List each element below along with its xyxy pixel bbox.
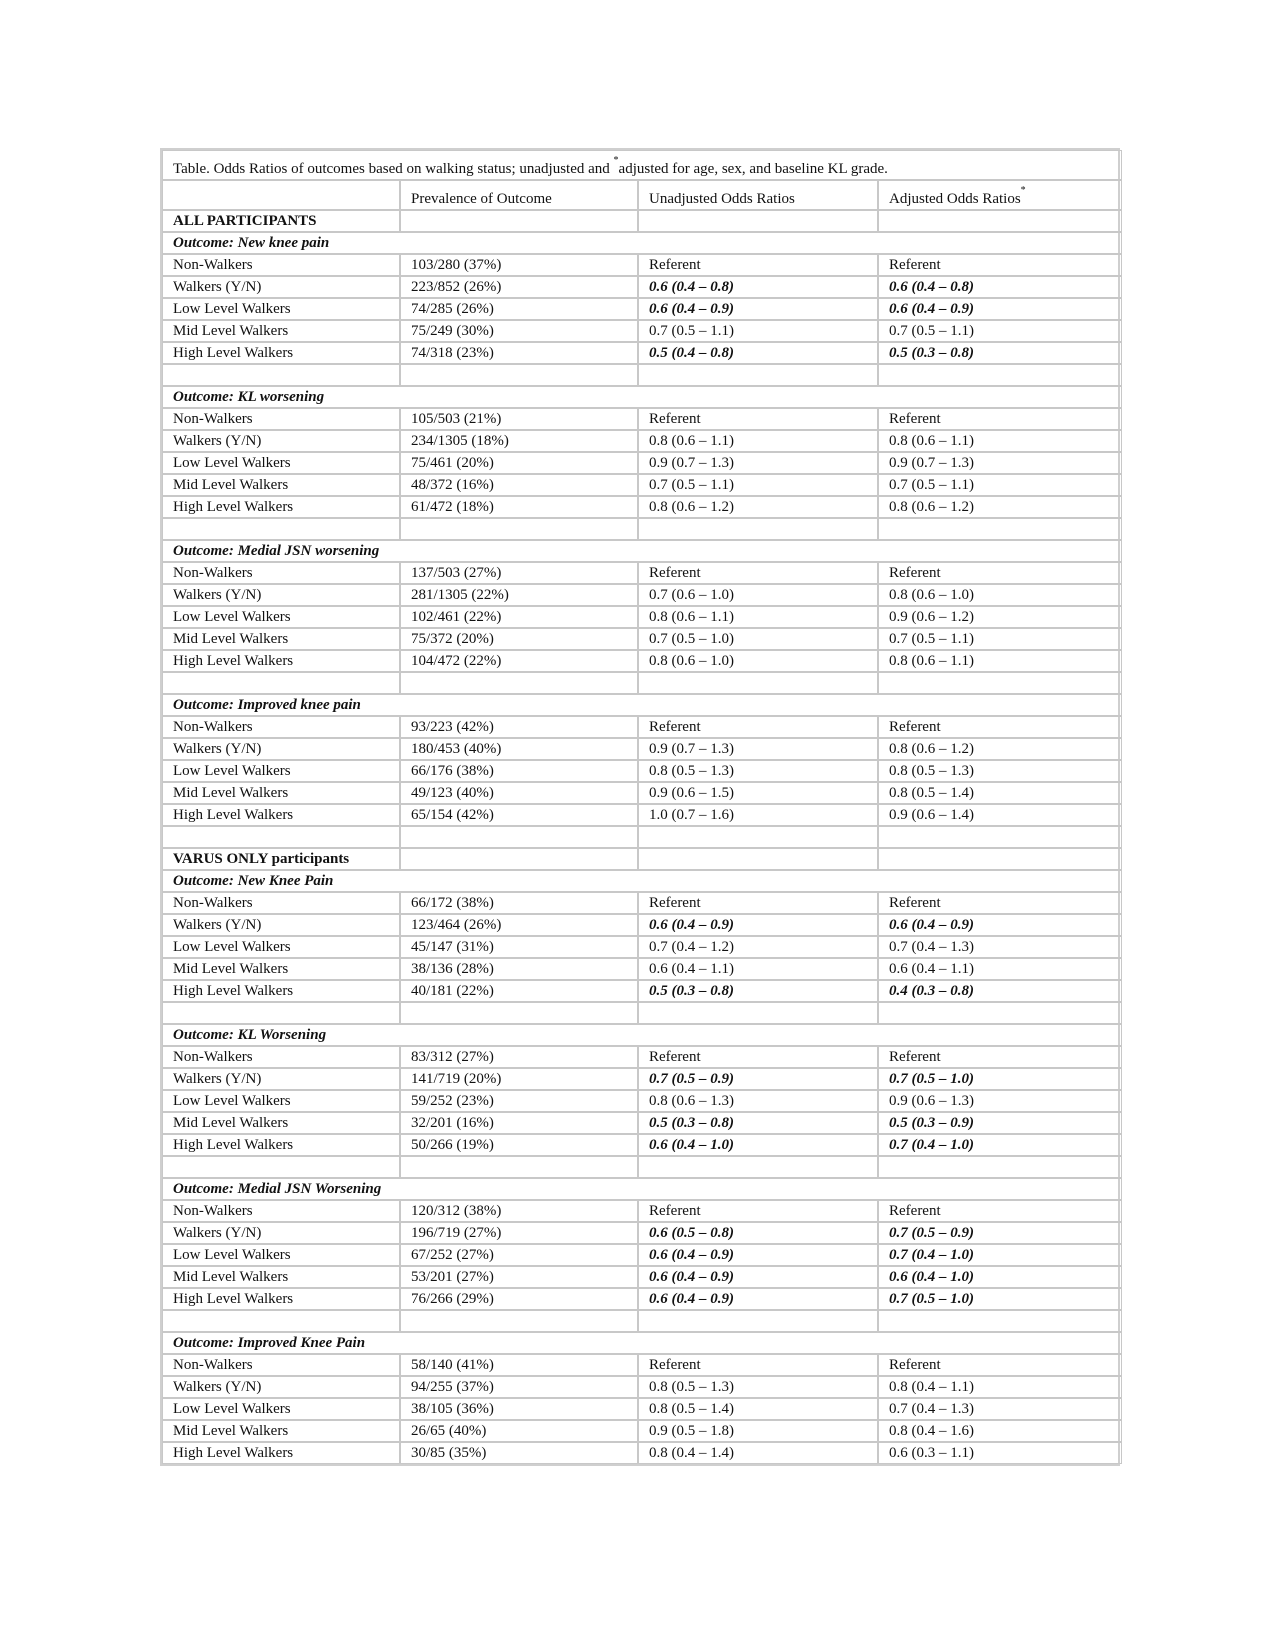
unadjusted-or: 0.8 (0.5 – 1.4) (638, 1398, 878, 1420)
spacer-row (162, 1002, 1122, 1024)
row-label: Walkers (Y/N) (162, 738, 400, 760)
row-label: High Level Walkers (162, 804, 400, 826)
unadjusted-or: Referent (638, 562, 878, 584)
table-row (162, 650, 1122, 672)
empty-cell (878, 210, 1122, 232)
caption-footnote-marker: * (613, 155, 619, 166)
unadjusted-or: 0.8 (0.6 – 1.0) (638, 650, 878, 672)
row-label: Walkers (Y/N) (162, 584, 400, 606)
outcome-row (162, 1332, 1122, 1354)
unadjusted-or: 0.8 (0.5 – 1.3) (638, 760, 878, 782)
adjusted-or: 0.8 (0.4 – 1.6) (878, 1420, 1122, 1442)
unadjusted-or: 0.7 (0.5 – 1.1) (638, 320, 878, 342)
unadjusted-or: 0.7 (0.5 – 0.9) (638, 1068, 878, 1090)
empty-cell (162, 518, 400, 540)
adjusted-or: 0.7 (0.5 – 1.1) (878, 474, 1122, 496)
spacer-row (162, 1156, 1122, 1178)
adjusted-or: 0.7 (0.4 – 1.3) (878, 1398, 1122, 1420)
empty-cell (638, 1002, 878, 1024)
table-row (162, 914, 1122, 936)
header-label-cell (162, 180, 400, 210)
unadjusted-or: 0.8 (0.6 – 1.1) (638, 430, 878, 452)
header-adjusted: Adjusted Odds Ratios (889, 191, 1021, 207)
row-label: Non-Walkers (162, 562, 400, 584)
row-label: Low Level Walkers (162, 936, 400, 958)
outcome-title: Outcome: New Knee Pain (162, 870, 1122, 892)
table-row (162, 738, 1122, 760)
empty-cell (638, 210, 878, 232)
unadjusted-or: 0.6 (0.4 – 0.8) (638, 276, 878, 298)
table-row (162, 430, 1122, 452)
adjusted-or: 0.6 (0.4 – 0.8) (878, 276, 1122, 298)
adjusted-or: 0.8 (0.4 – 1.1) (878, 1376, 1122, 1398)
prevalence-value: 180/453 (40%) (400, 738, 638, 760)
table-body (162, 150, 1122, 1464)
unadjusted-or: 0.9 (0.5 – 1.8) (638, 1420, 878, 1442)
table-row (162, 1090, 1122, 1112)
document-page (160, 148, 1120, 1466)
table-row (162, 1244, 1122, 1266)
prevalence-value: 38/136 (28%) (400, 958, 638, 980)
table-row (162, 1134, 1122, 1156)
table-row (162, 1046, 1122, 1068)
outcome-row (162, 232, 1122, 254)
outcome-row (162, 1024, 1122, 1046)
header-unadjusted: Unadjusted Odds Ratios (638, 180, 878, 210)
table-row (162, 408, 1122, 430)
adjusted-or: Referent (878, 254, 1122, 276)
prevalence-value: 102/461 (22%) (400, 606, 638, 628)
spacer-row (162, 364, 1122, 386)
adjusted-or: 0.5 (0.3 – 0.9) (878, 1112, 1122, 1134)
table-row (162, 298, 1122, 320)
row-label: Non-Walkers (162, 892, 400, 914)
row-label: Low Level Walkers (162, 1398, 400, 1420)
empty-cell (162, 672, 400, 694)
table-row (162, 452, 1122, 474)
row-label: Low Level Walkers (162, 1244, 400, 1266)
table-row (162, 782, 1122, 804)
unadjusted-or: 0.6 (0.4 – 1.0) (638, 1134, 878, 1156)
empty-cell (400, 1310, 638, 1332)
row-label: Low Level Walkers (162, 298, 400, 320)
unadjusted-or: 0.8 (0.6 – 1.2) (638, 496, 878, 518)
adjusted-or: 0.9 (0.7 – 1.3) (878, 452, 1122, 474)
unadjusted-or: 0.7 (0.5 – 1.1) (638, 474, 878, 496)
table-row (162, 1288, 1122, 1310)
adjusted-or: Referent (878, 1046, 1122, 1068)
table-row (162, 716, 1122, 738)
spacer-row (162, 826, 1122, 848)
prevalence-value: 65/154 (42%) (400, 804, 638, 826)
outcome-title: Outcome: Improved knee pain (162, 694, 1122, 716)
spacer-row (162, 672, 1122, 694)
row-label: Walkers (Y/N) (162, 430, 400, 452)
prevalence-value: 93/223 (42%) (400, 716, 638, 738)
header-adjusted-cell (878, 180, 1122, 210)
adjusted-or: 0.7 (0.4 – 1.3) (878, 936, 1122, 958)
adjusted-or: 0.9 (0.6 – 1.3) (878, 1090, 1122, 1112)
table-row (162, 1420, 1122, 1442)
prevalence-value: 75/461 (20%) (400, 452, 638, 474)
unadjusted-or: Referent (638, 408, 878, 430)
unadjusted-or: 0.7 (0.5 – 1.0) (638, 628, 878, 650)
row-label: Low Level Walkers (162, 452, 400, 474)
empty-cell (878, 1002, 1122, 1024)
adjusted-or: Referent (878, 1354, 1122, 1376)
unadjusted-or: 0.5 (0.3 – 0.8) (638, 1112, 878, 1134)
adjusted-or: Referent (878, 716, 1122, 738)
empty-cell (638, 826, 878, 848)
prevalence-value: 105/503 (21%) (400, 408, 638, 430)
empty-cell (638, 848, 878, 870)
prevalence-value: 104/472 (22%) (400, 650, 638, 672)
outcome-title: Outcome: KL worsening (162, 386, 1122, 408)
adjusted-or: 0.8 (0.6 – 1.1) (878, 650, 1122, 672)
prevalence-value: 76/266 (29%) (400, 1288, 638, 1310)
empty-cell (400, 518, 638, 540)
outcome-title: Outcome: Medial JSN worsening (162, 540, 1122, 562)
prevalence-value: 196/719 (27%) (400, 1222, 638, 1244)
row-label: Walkers (Y/N) (162, 276, 400, 298)
table-row (162, 760, 1122, 782)
prevalence-value: 32/201 (16%) (400, 1112, 638, 1134)
table-row (162, 474, 1122, 496)
empty-cell (878, 826, 1122, 848)
empty-cell (638, 364, 878, 386)
empty-cell (638, 1156, 878, 1178)
unadjusted-or: 0.8 (0.5 – 1.3) (638, 1376, 878, 1398)
group-title: VARUS ONLY participants (162, 848, 400, 870)
row-label: Mid Level Walkers (162, 958, 400, 980)
row-label: Non-Walkers (162, 1354, 400, 1376)
adjusted-or: 0.5 (0.3 – 0.8) (878, 342, 1122, 364)
empty-cell (878, 672, 1122, 694)
table-row (162, 1376, 1122, 1398)
table-row (162, 958, 1122, 980)
caption-text-after: adjusted for age, sex, and baseline KL grade. (618, 161, 888, 177)
prevalence-value: 75/249 (30%) (400, 320, 638, 342)
table-row (162, 562, 1122, 584)
header-prevalence: Prevalence of Outcome (400, 180, 638, 210)
prevalence-value: 74/318 (23%) (400, 342, 638, 364)
empty-cell (400, 364, 638, 386)
empty-cell (400, 672, 638, 694)
unadjusted-or: 0.8 (0.4 – 1.4) (638, 1442, 878, 1464)
prevalence-value: 66/176 (38%) (400, 760, 638, 782)
adjusted-or: 0.7 (0.4 – 1.0) (878, 1244, 1122, 1266)
table-row (162, 980, 1122, 1002)
prevalence-value: 49/123 (40%) (400, 782, 638, 804)
adjusted-or: Referent (878, 892, 1122, 914)
adjusted-or: 0.6 (0.4 – 0.9) (878, 298, 1122, 320)
prevalence-value: 94/255 (37%) (400, 1376, 638, 1398)
empty-cell (400, 1002, 638, 1024)
table-header-row (162, 180, 1122, 210)
table-row (162, 1442, 1122, 1464)
adjusted-or: 0.8 (0.5 – 1.3) (878, 760, 1122, 782)
adjusted-or: 0.6 (0.4 – 0.9) (878, 914, 1122, 936)
prevalence-value: 123/464 (26%) (400, 914, 638, 936)
prevalence-value: 74/285 (26%) (400, 298, 638, 320)
table-row (162, 1398, 1122, 1420)
adjusted-or: 0.8 (0.6 – 1.2) (878, 496, 1122, 518)
adjusted-or: 0.7 (0.4 – 1.0) (878, 1134, 1122, 1156)
empty-cell (162, 364, 400, 386)
spacer-row (162, 518, 1122, 540)
prevalence-value: 48/372 (16%) (400, 474, 638, 496)
unadjusted-or: 0.9 (0.7 – 1.3) (638, 738, 878, 760)
prevalence-value: 67/252 (27%) (400, 1244, 638, 1266)
row-label: Non-Walkers (162, 1046, 400, 1068)
table-row (162, 1200, 1122, 1222)
unadjusted-or: Referent (638, 1200, 878, 1222)
empty-cell (400, 1156, 638, 1178)
row-label: High Level Walkers (162, 1442, 400, 1464)
table-row (162, 1266, 1122, 1288)
group-title-row (162, 210, 1122, 232)
unadjusted-or: 1.0 (0.7 – 1.6) (638, 804, 878, 826)
adjusted-or: 0.4 (0.3 – 0.8) (878, 980, 1122, 1002)
table-caption-row (162, 150, 1122, 180)
prevalence-value: 53/201 (27%) (400, 1266, 638, 1288)
row-label: Low Level Walkers (162, 760, 400, 782)
row-label: High Level Walkers (162, 650, 400, 672)
table-row (162, 1112, 1122, 1134)
odds-ratio-table (162, 150, 1122, 1464)
adjusted-or: 0.7 (0.5 – 1.0) (878, 1288, 1122, 1310)
unadjusted-or: Referent (638, 1354, 878, 1376)
spacer-row (162, 1310, 1122, 1332)
empty-cell (400, 848, 638, 870)
empty-cell (638, 518, 878, 540)
unadjusted-or: 0.8 (0.6 – 1.1) (638, 606, 878, 628)
prevalence-value: 45/147 (31%) (400, 936, 638, 958)
unadjusted-or: 0.7 (0.4 – 1.2) (638, 936, 878, 958)
caption-text-before: Table. Odds Ratios of outcomes based on walking status; unadjusted and (173, 161, 610, 177)
row-label: High Level Walkers (162, 1134, 400, 1156)
unadjusted-or: 0.6 (0.4 – 0.9) (638, 1266, 878, 1288)
outcome-title: Outcome: Medial JSN Worsening (162, 1178, 1122, 1200)
unadjusted-or: 0.6 (0.4 – 0.9) (638, 1244, 878, 1266)
unadjusted-or: Referent (638, 1046, 878, 1068)
empty-cell (162, 1310, 400, 1332)
row-label: Mid Level Walkers (162, 1420, 400, 1442)
adjusted-or: Referent (878, 562, 1122, 584)
prevalence-value: 66/172 (38%) (400, 892, 638, 914)
outcome-title: Outcome: Improved Knee Pain (162, 1332, 1122, 1354)
table-row (162, 342, 1122, 364)
adjusted-or: 0.7 (0.5 – 1.0) (878, 1068, 1122, 1090)
row-label: Mid Level Walkers (162, 320, 400, 342)
prevalence-value: 281/1305 (22%) (400, 584, 638, 606)
prevalence-value: 30/85 (35%) (400, 1442, 638, 1464)
unadjusted-or: 0.6 (0.4 – 0.9) (638, 298, 878, 320)
row-label: Non-Walkers (162, 408, 400, 430)
prevalence-value: 40/181 (22%) (400, 980, 638, 1002)
table-row (162, 584, 1122, 606)
empty-cell (400, 210, 638, 232)
adjusted-or: 0.7 (0.5 – 0.9) (878, 1222, 1122, 1244)
empty-cell (878, 1310, 1122, 1332)
adjusted-or: 0.8 (0.6 – 1.2) (878, 738, 1122, 760)
prevalence-value: 223/852 (26%) (400, 276, 638, 298)
table-row (162, 254, 1122, 276)
prevalence-value: 50/266 (19%) (400, 1134, 638, 1156)
empty-cell (162, 826, 400, 848)
empty-cell (638, 672, 878, 694)
prevalence-value: 83/312 (27%) (400, 1046, 638, 1068)
table-row (162, 628, 1122, 650)
outcome-title: Outcome: New knee pain (162, 232, 1122, 254)
unadjusted-or: 0.6 (0.4 – 0.9) (638, 914, 878, 936)
table-row (162, 606, 1122, 628)
unadjusted-or: Referent (638, 716, 878, 738)
adjusted-or: 0.6 (0.4 – 1.1) (878, 958, 1122, 980)
table-row (162, 1068, 1122, 1090)
row-label: Mid Level Walkers (162, 474, 400, 496)
prevalence-value: 59/252 (23%) (400, 1090, 638, 1112)
outcome-row (162, 870, 1122, 892)
empty-cell (878, 848, 1122, 870)
odds-ratio-table-frame (160, 148, 1120, 1466)
unadjusted-or: 0.6 (0.5 – 0.8) (638, 1222, 878, 1244)
unadjusted-or: 0.5 (0.4 – 0.8) (638, 342, 878, 364)
adjusted-or: Referent (878, 1200, 1122, 1222)
empty-cell (400, 826, 638, 848)
empty-cell (162, 1156, 400, 1178)
header-footnote-marker: * (1020, 185, 1026, 196)
prevalence-value: 58/140 (41%) (400, 1354, 638, 1376)
unadjusted-or: Referent (638, 254, 878, 276)
adjusted-or: 0.6 (0.3 – 1.1) (878, 1442, 1122, 1464)
row-label: Mid Level Walkers (162, 782, 400, 804)
prevalence-value: 26/65 (40%) (400, 1420, 638, 1442)
outcome-row (162, 540, 1122, 562)
unadjusted-or: 0.6 (0.4 – 0.9) (638, 1288, 878, 1310)
empty-cell (638, 1310, 878, 1332)
empty-cell (878, 518, 1122, 540)
row-label: High Level Walkers (162, 980, 400, 1002)
table-row (162, 936, 1122, 958)
unadjusted-or: 0.6 (0.4 – 1.1) (638, 958, 878, 980)
outcome-row (162, 694, 1122, 716)
unadjusted-or: Referent (638, 892, 878, 914)
row-label: Non-Walkers (162, 254, 400, 276)
row-label: High Level Walkers (162, 496, 400, 518)
unadjusted-or: 0.8 (0.6 – 1.3) (638, 1090, 878, 1112)
outcome-row (162, 386, 1122, 408)
unadjusted-or: 0.5 (0.3 – 0.8) (638, 980, 878, 1002)
table-caption (162, 150, 1122, 180)
row-label: Non-Walkers (162, 716, 400, 738)
row-label: Mid Level Walkers (162, 1112, 400, 1134)
prevalence-value: 38/105 (36%) (400, 1398, 638, 1420)
row-label: Walkers (Y/N) (162, 1068, 400, 1090)
prevalence-value: 141/719 (20%) (400, 1068, 638, 1090)
table-row (162, 496, 1122, 518)
group-title-row (162, 848, 1122, 870)
row-label: Low Level Walkers (162, 1090, 400, 1112)
adjusted-or: 0.7 (0.5 – 1.1) (878, 628, 1122, 650)
row-label: Walkers (Y/N) (162, 914, 400, 936)
outcome-row (162, 1178, 1122, 1200)
empty-cell (878, 1156, 1122, 1178)
prevalence-value: 61/472 (18%) (400, 496, 638, 518)
table-row (162, 892, 1122, 914)
row-label: High Level Walkers (162, 342, 400, 364)
table-row (162, 1354, 1122, 1376)
unadjusted-or: 0.9 (0.7 – 1.3) (638, 452, 878, 474)
adjusted-or: 0.8 (0.5 – 1.4) (878, 782, 1122, 804)
adjusted-or: 0.9 (0.6 – 1.2) (878, 606, 1122, 628)
unadjusted-or: 0.9 (0.6 – 1.5) (638, 782, 878, 804)
table-row (162, 320, 1122, 342)
adjusted-or: 0.7 (0.5 – 1.1) (878, 320, 1122, 342)
row-label: High Level Walkers (162, 1288, 400, 1310)
table-row (162, 276, 1122, 298)
adjusted-or: 0.6 (0.4 – 1.0) (878, 1266, 1122, 1288)
adjusted-or: 0.8 (0.6 – 1.0) (878, 584, 1122, 606)
table-row (162, 1222, 1122, 1244)
prevalence-value: 120/312 (38%) (400, 1200, 638, 1222)
outcome-title: Outcome: KL Worsening (162, 1024, 1122, 1046)
group-title: ALL PARTICIPANTS (162, 210, 400, 232)
unadjusted-or: 0.7 (0.6 – 1.0) (638, 584, 878, 606)
row-label: Mid Level Walkers (162, 1266, 400, 1288)
prevalence-value: 137/503 (27%) (400, 562, 638, 584)
empty-cell (878, 364, 1122, 386)
row-label: Walkers (Y/N) (162, 1376, 400, 1398)
table-row (162, 804, 1122, 826)
prevalence-value: 234/1305 (18%) (400, 430, 638, 452)
adjusted-or: 0.9 (0.6 – 1.4) (878, 804, 1122, 826)
row-label: Low Level Walkers (162, 606, 400, 628)
adjusted-or: 0.8 (0.6 – 1.1) (878, 430, 1122, 452)
prevalence-value: 103/280 (37%) (400, 254, 638, 276)
adjusted-or: Referent (878, 408, 1122, 430)
prevalence-value: 75/372 (20%) (400, 628, 638, 650)
row-label: Mid Level Walkers (162, 628, 400, 650)
empty-cell (162, 1002, 400, 1024)
row-label: Walkers (Y/N) (162, 1222, 400, 1244)
row-label: Non-Walkers (162, 1200, 400, 1222)
